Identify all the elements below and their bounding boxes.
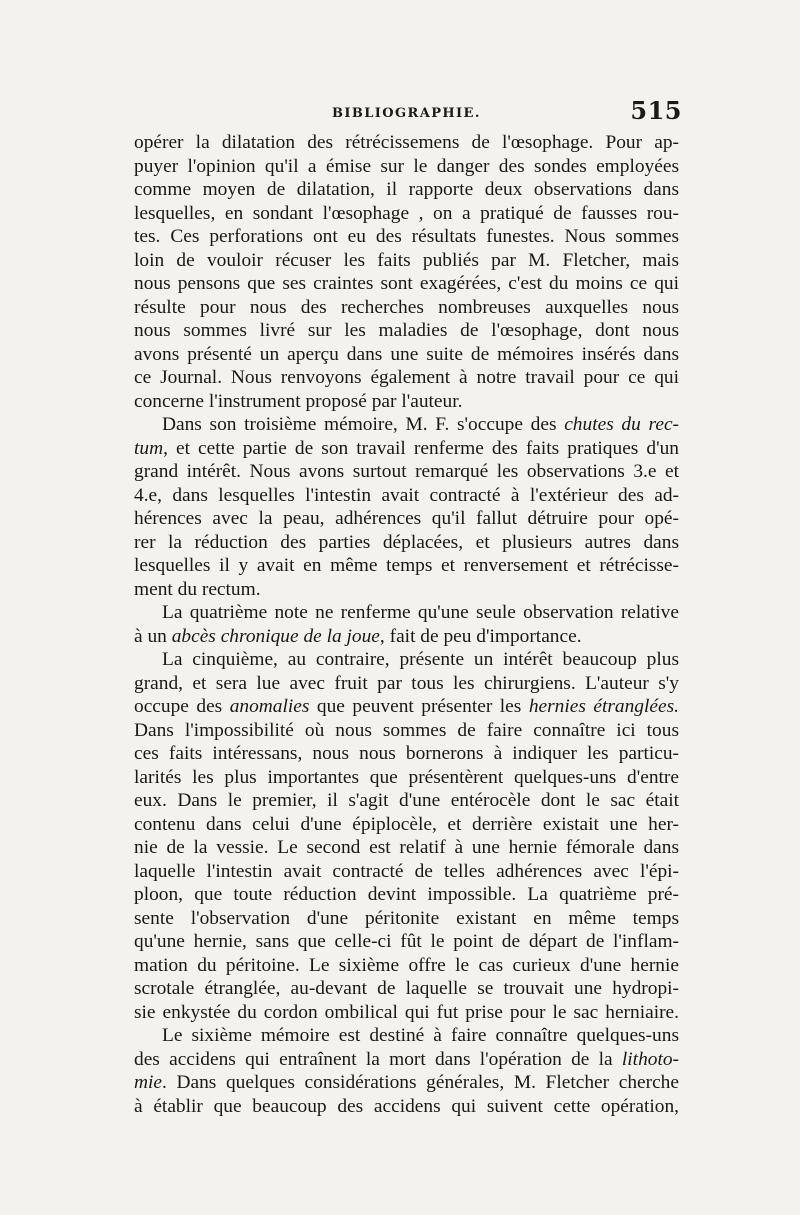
text-run: . Dans quelques considérations générales, M. Fletcher cherche [162,1072,679,1093]
text-run: sie enkystée du cordon ombilical qui fut prise pour le sac herniaire. [134,1001,679,1023]
text-run: Le sixième mémoire est destiné à faire connaître quelques-uns [162,1025,679,1046]
text-line [134,319,679,343]
text-run: nous pensons que ses craintes sont exagérées, c'est du moins ce qui [134,273,679,294]
text-run: hérences avec la peau, adhérences qu'il fallut détruire pour opé- [134,508,679,529]
italic-text: mie [134,1072,162,1093]
page-number: 515 [630,96,682,125]
text-line [134,202,679,226]
text-line [134,437,679,461]
text-line [134,813,679,837]
text-line [134,625,679,649]
text-run: lesquelles, en sondant l'œsophage , on a pratiqué de fausses rou- [134,202,679,224]
text-run: , fait de peu d'importance. [379,625,582,647]
text-run: résulte pour nous des recherches nombreuses auxquelles nous [134,296,679,318]
text-run: ce Journal. Nous renvoyons également à notre travail pour ce qui [134,367,679,388]
italic-text: abcès chronique de la joue [171,625,380,647]
text-run: loin de vouloir récuser les faits publiés par M. Fletcher, mais [134,249,679,271]
text-run: opérer la dilatation des rétrécissemens de l'œsophage. Pour ap- [134,132,679,153]
text-run: ment du rectum. [134,578,261,600]
italic-text: chutes du rec- [564,414,680,435]
text-line [134,413,679,437]
text-run: Dans l'impossibilité où nous sommes de faire connaître ici tous [134,719,679,741]
text-run: occupe des [134,696,230,717]
text-run: sente l'observation d'une péritonite existant en même temps [134,907,679,929]
text-run: contenu dans celui d'une épiplocèle, et derrière existait une her- [134,813,679,835]
text-line [134,366,679,390]
text-line [134,719,679,743]
text-run: avons présenté un aperçu dans une suite de mémoires insérés dans [134,343,679,365]
text-line [134,907,679,931]
text-line [134,836,679,860]
text-line [134,1048,679,1072]
text-run: comme moyen de dilatation, il rapporte deux observations dans [134,179,679,200]
text-run: Dans son troisième mémoire, M. F. s'occupe des [162,414,565,435]
text-run: larités les plus importantes que présentèrent quelques-uns d'entre [134,766,679,788]
text-run: que peuvent présenter les [309,696,529,717]
text-line [134,554,679,578]
text-run: des accidens qui entraînent la mort dans l'opération de la [134,1048,622,1070]
text-line [134,789,679,813]
text-run: tes. Ces perforations ont eu des résultats funestes. Nous sommes [134,226,679,247]
text-run: eux. Dans le premier, il s'agit d'une entérocèle dont le sac était [134,790,679,811]
text-line [134,860,679,884]
running-title: BIBLIOGRAPHIE. [332,106,481,121]
text-run: grand, et sera lue avec fruit par tous les chirurgiens. L'auteur s'y [134,672,679,694]
text-run: ploon, que toute réduction devint impossible. La quatrième pré- [134,884,679,905]
text-line [134,460,679,484]
text-line [134,930,679,954]
text-run: ces faits intéressans, nous nous bornerons à indiquer les particu- [134,743,679,764]
text-run: concerne l'instrument proposé par l'auteur. [134,390,463,412]
text-line [134,390,679,414]
text-run: , et cette partie de son travail renferme des faits pratiques d'un [163,437,679,459]
text-run: mation du péritoine. Le sixième offre le cas curieux d'une hernie [134,954,679,976]
page-header [134,96,682,126]
text-line [134,131,679,155]
text-line [134,648,679,672]
text-line [134,272,679,296]
text-line [134,1071,679,1095]
body-text [134,131,679,1118]
text-run: nie de la vessie. Le second est relatif à une hernie fémorale dans [134,837,679,858]
text-run: qu'une hernie, sans que celle-ci fût le point de départ de l'inflam- [134,931,679,952]
text-line [134,672,679,696]
italic-text: lithoto- [621,1048,679,1070]
italic-text: hernies étranglées. [528,696,679,717]
text-run: 4.e, dans lesquelles l'intestin avait contracté à l'extérieur des ad- [134,484,679,506]
italic-text: tum [134,437,164,459]
italic-text: anomalies [229,696,310,717]
text-run: à un [134,625,172,647]
text-run: rer la réduction des parties déplacées, et plusieurs autres dans [134,531,679,553]
text-line [134,601,679,625]
text-run: laquelle l'intestin avait contracté de telles adhérences avec l'épi- [134,860,679,882]
text-line [134,1095,679,1119]
text-line [134,883,679,907]
text-line [134,766,679,790]
text-run: nous sommes livré sur les maladies de l'œsophage, dont nous [134,320,679,341]
text-line [134,1001,679,1025]
text-run: à établir que beaucoup des accidens qui suivent cette opération, [134,1095,679,1117]
text-run: La cinquième, au contraire, présente un intérêt beaucoup plus [162,649,679,670]
text-run: puyer l'opinion qu'il a émise sur le danger des sondes employées [134,155,679,177]
text-line [134,977,679,1001]
text-run: scrotale étranglée, au-devant de laquelle se trouvait une hydropi- [134,978,679,999]
text-line [134,507,679,531]
text-line [134,578,679,602]
text-line [134,155,679,179]
text-line [134,484,679,508]
text-line [134,225,679,249]
text-line [134,742,679,766]
text-line [134,249,679,273]
text-line [134,531,679,555]
text-run: lesquelles il y avait en même temps et renversement et rétrécisse- [134,555,679,576]
text-line [134,1024,679,1048]
text-line [134,178,679,202]
text-line [134,954,679,978]
text-line [134,695,679,719]
text-line [134,343,679,367]
text-run: grand intérêt. Nous avons surtout remarqué les observations 3.e et [134,461,679,482]
text-run: La quatrième note ne renferme qu'une seule observation relative [162,602,679,623]
text-line [134,296,679,320]
